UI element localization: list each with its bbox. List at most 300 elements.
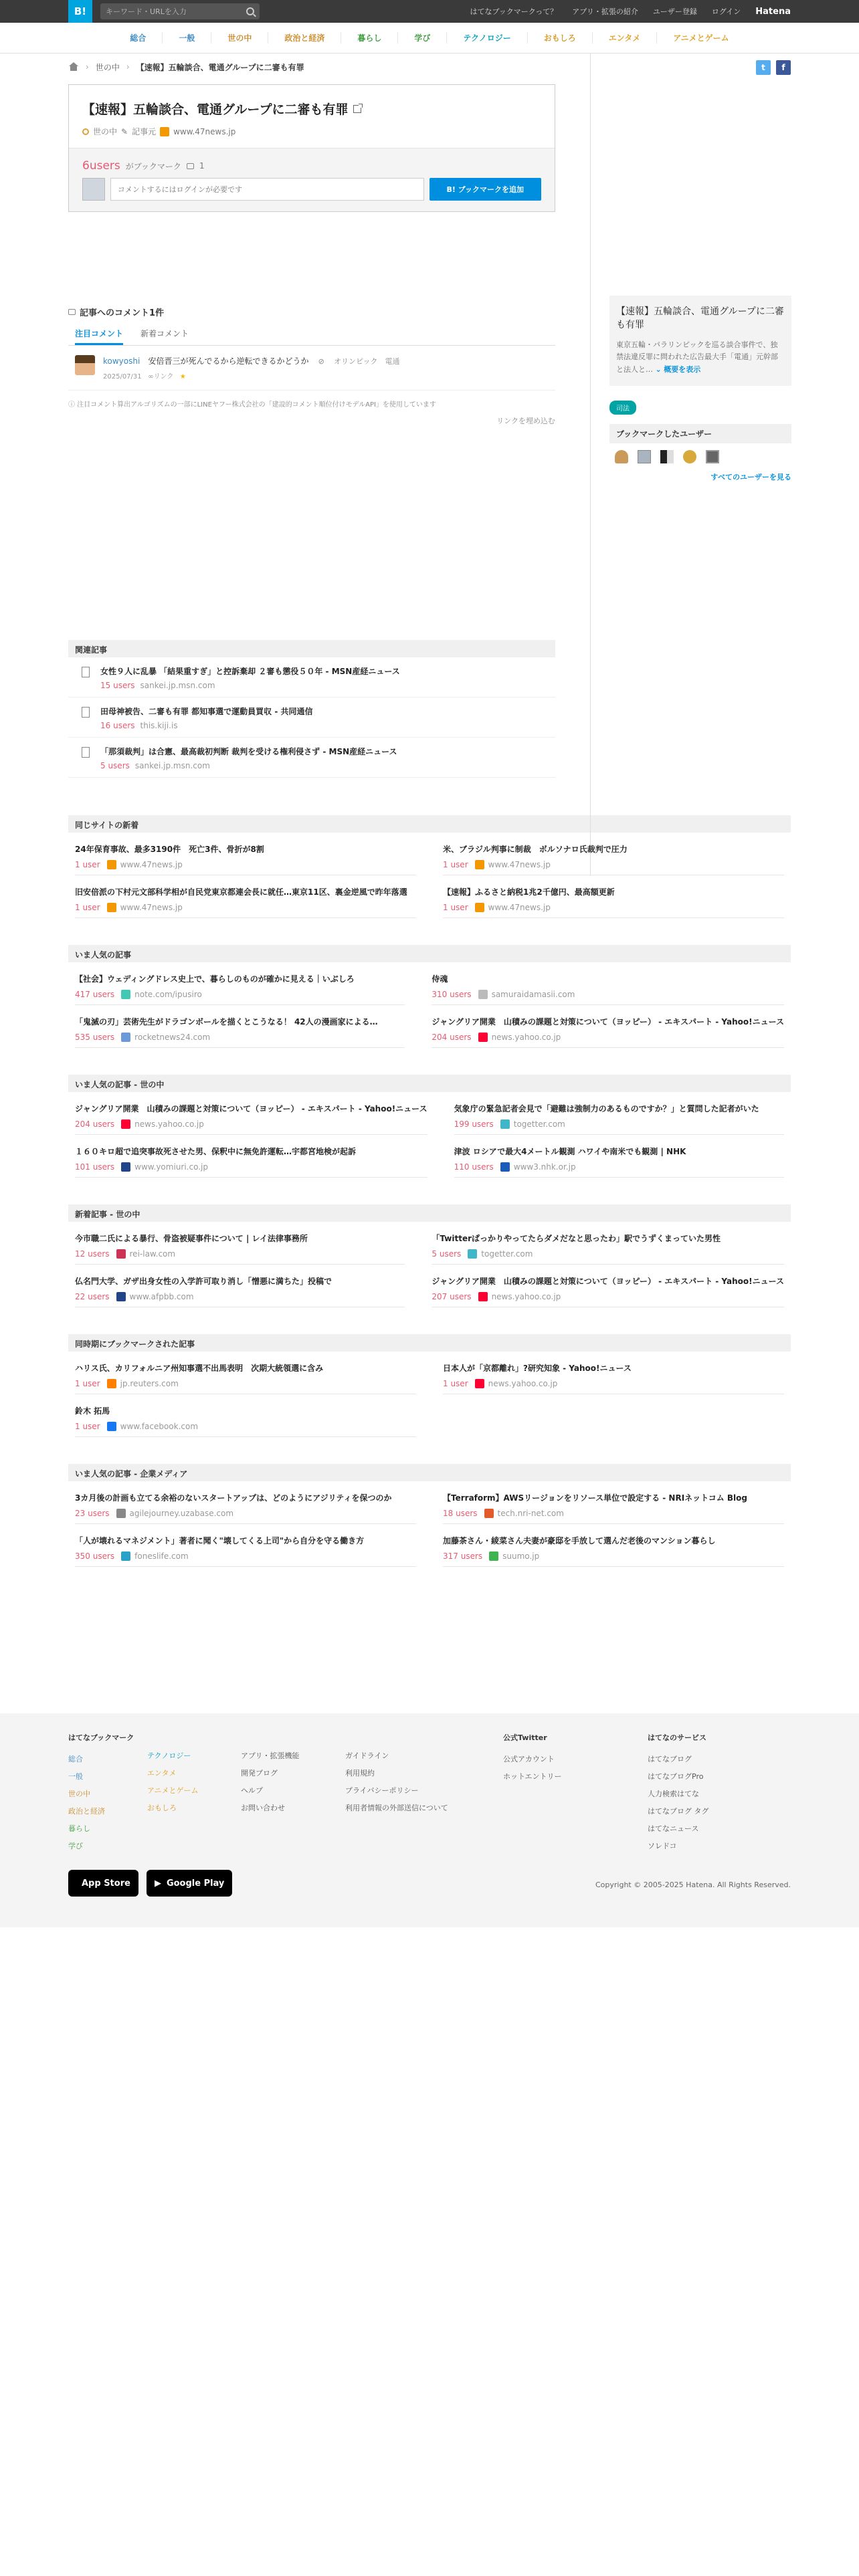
avatar[interactable] (706, 450, 719, 463)
list-item (75, 1265, 405, 1307)
footer-col-policy (345, 1732, 503, 1858)
entry-domain: togetter.com (481, 1249, 533, 1259)
tab-new-comments[interactable]: 新着コメント (140, 329, 189, 338)
entry-title-link[interactable]: 3カ月後の計画も立てる余裕のないスタートアップは、どのようにアジリティを保つのか (75, 1493, 392, 1503)
users-count[interactable]: 207 users (432, 1292, 472, 1301)
related-domain: sankei.jp.msn.com (134, 761, 210, 770)
list-item (75, 1524, 416, 1567)
list-item (75, 1005, 405, 1048)
users-count[interactable]: 1 user (75, 1379, 100, 1388)
entry-title-link[interactable]: 「鬼滅の刃」芸術先生がドラゴンボールを描くとこうなる！ 42人の漫画家による… (75, 1017, 378, 1027)
entry-title-link[interactable]: 【社会】ウェディングドレス史上で、暮らしのものが確かに見える｜いぶしろ (75, 974, 355, 984)
entry-title-link[interactable]: 【Terraform】AWSリージョンをリソース単位で設定する - NRIネットコム Blog (443, 1493, 747, 1503)
section-grid (68, 1222, 791, 1307)
entry-title-link[interactable]: 仏名門大学、ガザ出身女性の入学許可取り消し「憎悪に満ちた」投稿で (75, 1277, 332, 1286)
category-nav (0, 23, 859, 53)
breadcrumb-separator-icon: › (126, 62, 130, 72)
site-favicon-icon (121, 1551, 130, 1561)
link-embed[interactable]: リンクを埋め込む (496, 417, 555, 425)
comment-row (82, 178, 541, 201)
sidebar-title: 【速報】五輪談合、電通グループに二審も有罪 (616, 306, 784, 331)
comment-text: 安倍晋三が死んでるから逆転できるかどうか (148, 356, 309, 366)
category-tab[interactable]: テクノロジー (446, 32, 527, 43)
footer-columns (68, 1732, 791, 1858)
list-item (68, 697, 555, 738)
site-favicon-icon (107, 903, 116, 912)
entry-domain: agilejourney.uzabase.com (129, 1509, 234, 1518)
facebook-share-icon[interactable]: f (776, 60, 791, 75)
related-heading: 関連記事 (68, 640, 555, 657)
lower-sections (68, 815, 791, 1567)
section-heading: いま人気の記事 - 企業メディア (68, 1464, 791, 1481)
entry-domain: www.47news.jp (120, 860, 183, 869)
category-tab[interactable]: 一般 (162, 32, 211, 43)
entry-meta (443, 860, 784, 869)
related-domain: this.kiji.is (140, 721, 178, 730)
entry-meta (443, 903, 784, 912)
entry-domain: togetter.com (513, 1119, 565, 1129)
entry-domain: www.afpbb.com (129, 1292, 194, 1301)
category-tab[interactable]: 暮らし (341, 32, 397, 43)
footer-link[interactable]: 一般 (68, 1772, 83, 1781)
main-wrap (68, 53, 791, 1567)
entry-title-link[interactable]: 【速報】五輪談合、電通グループに二審も有罪 (82, 102, 349, 117)
site-favicon-icon (116, 1249, 126, 1259)
list-item (75, 1394, 416, 1437)
users-count[interactable]: 199 users (454, 1119, 494, 1129)
related-title[interactable]: 田母神被告、二審も有罪 都知事選で運動員買収 - 共同通信 (100, 707, 313, 716)
users-count[interactable]: 417 users (75, 990, 115, 999)
users-count[interactable]: 350 users (75, 1551, 115, 1561)
footer-link[interactable]: おもしろ (147, 1804, 177, 1812)
users-count[interactable]: 23 users (75, 1509, 110, 1518)
entry-meta (75, 1119, 427, 1129)
users-count[interactable]: 1 user (443, 1379, 468, 1388)
entry-meta (75, 1551, 416, 1561)
list-item (432, 1222, 784, 1265)
site-favicon-icon (475, 903, 484, 912)
entry-domain: note.com/ipusiro (134, 990, 202, 999)
comment-input[interactable] (110, 178, 424, 201)
site-favicon-icon (116, 1509, 126, 1518)
breadcrumb-title: 【速報】五輪談合、電通グループに二審も有罪 (136, 62, 304, 72)
section-grid (68, 1092, 791, 1178)
category-tab[interactable]: アニメとゲーム (656, 32, 745, 43)
related-meta (100, 681, 400, 690)
site-favicon-icon (478, 1292, 488, 1301)
entry-meta (443, 1509, 784, 1518)
entry-title-link[interactable]: 今市職二氏による暴行、骨盗被疑事件について | レイ法律事務所 (75, 1234, 308, 1243)
entry-domain: www3.nhk.or.jp (513, 1162, 576, 1172)
list-item (443, 875, 784, 918)
play-icon: ▶ (154, 1878, 161, 1889)
users-count[interactable]: 204 users (432, 1033, 472, 1042)
site-favicon-icon (478, 990, 488, 999)
footer-col-categories-2 (147, 1732, 241, 1858)
related-body (100, 665, 400, 689)
users-count[interactable]: 1 user (75, 903, 100, 912)
site-favicon-icon (500, 1162, 510, 1172)
entry-title-link[interactable]: ジャングリア開業 山積みの課題と対策について（ヨッピー） - エキスパート - Yahoo!ニュース (75, 1104, 427, 1113)
footer-link[interactable]: ヘルプ (241, 1786, 263, 1795)
signup-link[interactable]: ユーザー登録 (652, 7, 697, 16)
entry-meta (432, 1249, 784, 1259)
list-item (68, 657, 555, 697)
copyright: Copyright © 2005-2025 Hatena. All Rights Reserved. (595, 1881, 791, 1889)
list-item (432, 962, 784, 1005)
footer-col-hatena (648, 1732, 781, 1858)
entry-domain: rei-law.com (129, 1249, 176, 1259)
list-item (68, 738, 555, 778)
algorithm-notice: ⓘ 注目コメント算出アルゴリズムの一部にLINEヤフー株式会社の「建設的コメント順位付けモデルAPI」を使用しています (68, 401, 436, 409)
hatena-bookmark-logo[interactable]: B! (68, 0, 92, 23)
section-heading: いま人気の記事 - 世の中 (68, 1075, 791, 1092)
comment-user[interactable]: kowyoshi (103, 356, 140, 366)
site-favicon-icon (107, 1379, 116, 1388)
search-box (100, 3, 260, 19)
entry-meta (443, 1379, 784, 1388)
users-count[interactable]: 1 user (75, 1422, 100, 1431)
users-count[interactable]: 110 users (454, 1162, 494, 1172)
section (68, 1464, 791, 1567)
users-count[interactable]: 310 users (432, 990, 472, 999)
site-favicon-icon (121, 1162, 130, 1172)
avatar[interactable] (683, 450, 696, 463)
category-tab[interactable]: 世の中 (211, 32, 268, 43)
comment-count: 1 (199, 161, 205, 171)
entry-meta (75, 1033, 405, 1042)
entry-domain: www.47news.jp (488, 860, 551, 869)
footer-col-categories (68, 1732, 147, 1858)
related-title[interactable]: 女性９人に乱暴 「結果重すぎ」と控訴棄却 ２審も懲役５０年 - MSN産経ニュース (100, 667, 400, 676)
users-line (82, 159, 541, 173)
entry-domain: news.yahoo.co.jp (134, 1119, 204, 1129)
list-item (443, 833, 784, 875)
list-item (75, 833, 416, 875)
entry-domain: tech.nri-net.com (497, 1509, 564, 1518)
section (68, 1075, 791, 1178)
site-favicon-icon (107, 860, 116, 869)
entry-meta (432, 1292, 784, 1301)
external-link-icon[interactable] (353, 105, 361, 113)
footer-link[interactable]: アニメとゲーム (147, 1786, 199, 1795)
edit-icon: ✎ (121, 126, 128, 136)
entry-title-link[interactable]: 津波 ロシアで最大4メートル観測 ハワイや南米でも観測 | NHK (454, 1147, 686, 1156)
site-favicon-icon (121, 990, 130, 999)
section-heading: 新着記事 - 世の中 (68, 1204, 791, 1222)
footer-link[interactable]: はてなブログPro (648, 1772, 704, 1781)
users-count[interactable]: 1 user (75, 860, 100, 869)
footer-link[interactable]: 学び (68, 1842, 83, 1850)
entry-meta (75, 1292, 405, 1301)
entry-domain: rocketnews24.com (134, 1033, 211, 1042)
entry-meta (75, 860, 416, 869)
google-play-button[interactable] (147, 1870, 232, 1897)
related-domain: sankei.jp.msn.com (140, 681, 215, 690)
app-store-button[interactable] (68, 1870, 138, 1897)
search-input[interactable] (106, 7, 246, 16)
site-favicon-icon (478, 1033, 488, 1042)
entry-domain: news.yahoo.co.jp (491, 1033, 561, 1042)
entry-title-link[interactable]: 旧安倍派の下村元文部科学相が自民党東京都連会長に就任…東京11区、裏金逆風で昨年落選 (75, 887, 407, 897)
users-count[interactable]: 5 users (432, 1249, 462, 1259)
entry-domain: www.facebook.com (120, 1422, 199, 1431)
list-item (454, 1135, 784, 1178)
site-favicon-icon (107, 1422, 116, 1431)
avatar[interactable] (660, 450, 674, 463)
footer-link[interactable]: 公式アカウント (503, 1755, 555, 1763)
apps-link[interactable]: アプリ・拡張の紹介 (572, 7, 638, 16)
add-bookmark-button[interactable]: B! ブックマークを追加 (430, 178, 541, 201)
list-item (75, 962, 405, 1005)
section-heading: 同じサイトの新着 (68, 815, 791, 833)
list-item (443, 1481, 784, 1524)
footer-link[interactable]: 総合 (68, 1755, 83, 1763)
users-count[interactable]: 101 users (75, 1162, 115, 1172)
tab-popular-comments[interactable]: 注目コメント (75, 328, 123, 345)
footer-link[interactable]: 開発ブログ (241, 1769, 278, 1778)
search-icon[interactable] (246, 7, 254, 15)
category-tab[interactable]: 政治と経済 (268, 32, 341, 43)
section-heading: 同時期にブックマークされた記事 (68, 1334, 791, 1352)
footer-link[interactable]: ガイドライン (345, 1751, 389, 1760)
bookmark-area (69, 148, 555, 211)
related-users[interactable]: 15 users (100, 681, 135, 690)
footer-link[interactable]: ソレドコ (648, 1842, 677, 1850)
comment-tags[interactable]: オリンピック 電通 (333, 357, 400, 366)
entry-title-link[interactable]: 米、ブラジル判事に制裁 ボルソナロ氏裁判で圧力 (443, 845, 628, 854)
category-tab[interactable]: エンタメ (592, 32, 657, 43)
section (68, 1334, 791, 1437)
star-icon[interactable]: ★ (179, 373, 186, 381)
footer-link[interactable]: エンタメ (147, 1769, 177, 1778)
list-item (75, 1352, 416, 1394)
footer-link[interactable]: はてなブログ (648, 1755, 692, 1763)
avatar[interactable] (638, 450, 651, 463)
google-play-label: Google Play (166, 1878, 225, 1889)
list-item (432, 1005, 784, 1048)
document-icon (82, 667, 90, 677)
list-item (75, 1135, 427, 1178)
list-item (454, 1092, 784, 1135)
entry-title-link[interactable]: 24年保育事故、最多3190件 死亡3件、骨折が8割 (75, 845, 264, 854)
users-count[interactable]: 18 users (443, 1509, 478, 1518)
footer-link[interactable]: はてなニュース (648, 1824, 699, 1833)
users-count[interactable]: 1 user (443, 860, 468, 869)
entry-box (68, 84, 555, 212)
comment-date: 2025/07/31 (103, 373, 142, 381)
users-count[interactable]: 12 users (75, 1249, 110, 1259)
entry-title-link[interactable]: 「人が壊れるマネジメント」著者に聞く"壊してくる上司"から自分を守る働き方 (75, 1536, 365, 1545)
hatena-logo[interactable]: Hatena (755, 6, 791, 17)
related-title[interactable]: 「那須裁判」は合憲、最高裁初判断 裁判を受ける権利侵さず - MSN産経ニュース (100, 747, 397, 756)
entry-title-link[interactable]: 【速報】ふるさと納税1兆2千億円、最高額更新 (443, 887, 615, 897)
list-item (443, 1524, 784, 1567)
source-label: 記事元 (132, 127, 157, 136)
login-link[interactable]: ログイン (711, 7, 741, 16)
footer-link[interactable]: 人力検索はてな (648, 1790, 699, 1798)
users-count[interactable]: 1 user (443, 903, 468, 912)
footer (0, 1713, 859, 1927)
list-item (443, 1352, 784, 1394)
comment-icon (68, 309, 76, 315)
footer-link[interactable]: アプリ・拡張機能 (241, 1751, 300, 1760)
list-item (75, 875, 416, 918)
section-grid (68, 1352, 791, 1437)
comment-body (103, 355, 400, 381)
comment-link[interactable]: リンク (153, 373, 174, 381)
footer-link[interactable]: はてなブログ タグ (648, 1807, 709, 1816)
footer-link[interactable]: 世の中 (68, 1790, 90, 1798)
entry-meta (432, 990, 784, 999)
site-favicon-icon (475, 860, 484, 869)
entry-meta (75, 1249, 405, 1259)
sidebar (590, 53, 791, 876)
related-meta (100, 721, 313, 730)
entry-meta (82, 126, 541, 137)
footer-heading: はてなのサービス (648, 1733, 706, 1742)
site-favicon-icon (121, 1033, 130, 1042)
avatar[interactable] (75, 355, 95, 375)
entry-title-link[interactable]: ジャングリア開業 山積みの課題と対策について（ヨッピー） - エキスパート - Yahoo!ニュース (432, 1017, 784, 1027)
related-meta (100, 761, 397, 770)
sidebar-summary (609, 296, 791, 386)
home-icon[interactable] (68, 62, 79, 72)
comment-sub (103, 370, 400, 381)
app-store-badges (68, 1870, 232, 1897)
all-users-link[interactable]: すべてのユーザーを見る (710, 472, 791, 481)
comments-heading-text: 記事へのコメント1件 (80, 308, 165, 318)
users-count[interactable]: 204 users (75, 1119, 115, 1129)
site-favicon-icon (160, 127, 169, 136)
sidebar-desc-text: 東京五輪・パラリンピックを巡る談合事件で、独禁法違反罪に問われた広告最大手「電通」元幹部と法人と… (616, 340, 778, 374)
entry-title-link[interactable]: 侍魂 (432, 974, 448, 984)
site-favicon-icon (489, 1551, 498, 1561)
list-item (75, 1092, 427, 1135)
entry-meta (75, 1509, 416, 1518)
permalink-icon: ∞ (148, 373, 154, 381)
guest-avatar (82, 178, 105, 201)
bookmark-users-heading: ブックマークしたユーザー (609, 424, 791, 443)
avatar[interactable] (615, 450, 628, 463)
entry-title-link[interactable]: 日本人が「京都離れ」?研究知象 - Yahoo!ニュース (443, 1364, 632, 1373)
footer-link[interactable]: テクノロジー (147, 1751, 191, 1760)
breadcrumb-category[interactable]: 世の中 (95, 62, 120, 72)
related-users[interactable]: 16 users (100, 721, 135, 730)
site-favicon-icon (116, 1292, 126, 1301)
entry-meta (454, 1119, 784, 1129)
entry-title-link[interactable]: 「Twitterぱっかりやってたらダメだなと思ったわ」駅でうずくまっていた男性 (432, 1234, 721, 1243)
app-store-label: App Store (82, 1878, 130, 1889)
related-users[interactable]: 5 users (100, 761, 130, 770)
site-favicon-icon (475, 1379, 484, 1388)
footer-link[interactable]: 暮らし (68, 1824, 90, 1833)
top-links (470, 6, 791, 17)
category-tab[interactable]: 総合 (130, 33, 147, 43)
footer-link[interactable]: お問い合わせ (241, 1804, 285, 1812)
site-favicon-icon (468, 1249, 477, 1259)
entry-meta (75, 1162, 427, 1172)
entry-meta (432, 1033, 784, 1042)
site-favicon-icon (500, 1119, 510, 1129)
entry-category[interactable]: 世の中 (93, 127, 118, 136)
users-count[interactable]: 317 users (443, 1551, 483, 1561)
entry-meta (75, 1422, 416, 1431)
top-bar (0, 0, 859, 23)
document-icon (82, 747, 90, 758)
entry-title-link[interactable]: 気象庁の緊急記者会見で「避難は強制力のあるものですか？」と質問した記者がいた (454, 1104, 759, 1113)
entry-domain: suumo.jp (502, 1551, 540, 1561)
entry-meta (75, 1379, 416, 1388)
entry-meta (454, 1162, 784, 1172)
tag-badge[interactable]: 司法 (609, 401, 636, 415)
site-favicon-icon (121, 1119, 130, 1129)
footer-link[interactable]: 政治と経済 (68, 1807, 105, 1816)
users-count[interactable]: 22 users (75, 1292, 110, 1301)
entry-meta (75, 990, 405, 999)
section-grid (68, 1481, 791, 1567)
entry-title-link[interactable]: ジャングリア開業 山積みの課題と対策について（ヨッピー） - エキスパート - Yahoo!ニュース (432, 1277, 784, 1286)
section-heading: いま人気の記事 (68, 945, 791, 962)
entry-title (82, 100, 541, 118)
chevron-down-icon[interactable]: ⌄ (655, 364, 662, 374)
entry-header (69, 85, 555, 148)
footer-link[interactable]: ホットエントリー (503, 1772, 562, 1781)
related-body (100, 746, 397, 769)
site-favicon-icon (484, 1509, 494, 1518)
entry-domain: news.yahoo.co.jp (491, 1292, 561, 1301)
footer-heading: はてなブックマーク (68, 1733, 134, 1742)
about-link[interactable]: はてなブックマークって？ (470, 7, 558, 16)
tag-icon: ⊘ (318, 357, 324, 366)
breadcrumb-separator-icon: › (86, 62, 89, 72)
twitter-share-icon[interactable]: t (756, 60, 771, 75)
entry-meta (443, 1551, 784, 1561)
list-item (75, 1222, 405, 1265)
entry-domain: jp.reuters.com (120, 1379, 179, 1388)
category-tab[interactable]: おもしろ (527, 32, 592, 43)
show-summary-link[interactable]: 概要を表示 (664, 364, 701, 374)
footer-col-service (241, 1732, 345, 1858)
sidebar-desc (616, 339, 785, 377)
footer-link[interactable]: プライバシーポリシー (345, 1786, 419, 1795)
category-tab[interactable]: 学び (397, 32, 446, 43)
bookmark-user-avatars (615, 450, 791, 463)
category-icon (82, 128, 89, 135)
comment-tabs (68, 328, 555, 346)
entry-domain[interactable]: www.47news.jp (173, 126, 236, 136)
footer-link[interactable]: 利用規約 (345, 1769, 375, 1778)
comment-item (68, 346, 555, 391)
section (68, 945, 791, 1048)
entry-domain: www.47news.jp (488, 903, 551, 912)
entry-title-link[interactable]: １６０キロ超で追突事故死させた男、保釈中に無免許運転…宇都宮地検が起訴 (75, 1147, 357, 1156)
users-count[interactable]: 6users (82, 159, 120, 173)
comments-heading (68, 306, 555, 318)
document-icon (82, 707, 90, 718)
list-item (432, 1265, 784, 1307)
users-count[interactable]: 535 users (75, 1033, 115, 1042)
entry-domain: www.yomiuri.co.jp (134, 1162, 208, 1172)
section-grid (68, 962, 791, 1048)
entry-title-link[interactable]: 鈴木 拓馬 (75, 1406, 110, 1416)
entry-title-link[interactable]: ハリス氏、カリフォルニア州知事選不出馬表明 次期大統領選に含み (75, 1364, 324, 1373)
section (68, 1204, 791, 1307)
comment-icon (187, 163, 194, 169)
entry-title-link[interactable]: 加藤茶さん・綾菜さん夫妻が豪邸を手放して選んだ老後のマンション暮らし (443, 1536, 716, 1545)
entry-domain: www.47news.jp (120, 903, 183, 912)
footer-link[interactable]: 利用者情報の外部送信について (345, 1804, 448, 1812)
